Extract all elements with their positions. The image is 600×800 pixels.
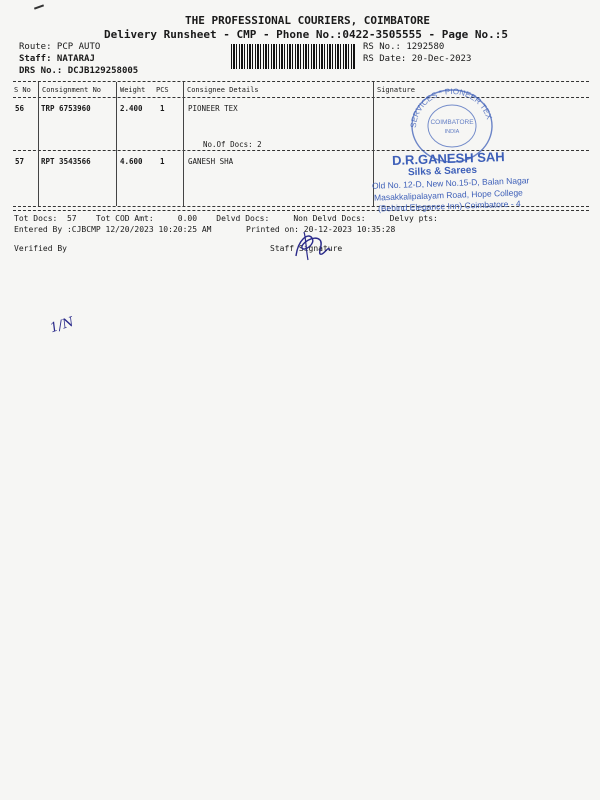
col-divider [38, 82, 39, 206]
stamp-country: INDIA [444, 129, 460, 135]
handwritten-signature [290, 226, 334, 266]
col-header-pcs: PCS [156, 86, 169, 94]
entered-by: Entered By :CJBCMP 12/20/2023 10:20:25 AM [14, 225, 212, 234]
col-divider [116, 82, 117, 206]
staff-label: Staff: NATARAJ [19, 54, 95, 64]
staff-signature-label: Staff Signature [270, 244, 343, 253]
col-header-weight: Weight [120, 86, 146, 94]
stamp-line1: Silks & Sarees [407, 164, 478, 179]
summary-line: Tot Docs: 57 Tot COD Amt: 0.00 Delvd Docs: Non Delvd Docs: Delvy pts: [14, 214, 438, 223]
table-row-consignment: RPT 3543566 [41, 157, 91, 166]
table-row-pcs: 1 [160, 157, 165, 166]
table-header-rule [13, 97, 589, 98]
table-row-sno: 56 [15, 104, 25, 113]
stamp-line2: Old No. 12-D, New No.15-D, Balan Nagar [371, 175, 530, 191]
table-top-rule [13, 81, 589, 82]
table-row-pcs: 1 [160, 104, 165, 113]
runsheet-subtitle: Delivery Runsheet - CMP - Phone No.:0422-3505555 - Page No.:5 [104, 28, 508, 41]
corner-mark [34, 4, 44, 9]
rs-number: RS No.: 1292580 [363, 42, 445, 52]
table-bottom-rule-2 [13, 210, 589, 211]
table-row-weight: 2.400 [120, 104, 143, 113]
route-label: Route: PCP AUTO [19, 42, 101, 52]
handwritten-mark: 1/N [48, 314, 76, 337]
barcode [231, 44, 356, 69]
table-row-consignee: GANESH SHA [188, 157, 234, 166]
col-divider [183, 82, 184, 206]
rs-date: RS Date: 20-Dec-2023 [363, 54, 472, 64]
table-row-consignee: PIONEER TEX [188, 104, 238, 113]
verified-by: Verified By [14, 244, 67, 253]
stamp-arc-text: SERVICES * PIONEER TEX [408, 86, 494, 129]
stamp-line3: Masakkalipalayam Road, Hope College [373, 187, 523, 203]
printed-on: Printed on: 20-12-2023 10:35:28 [246, 225, 396, 234]
company-title: THE PROFESSIONAL COURIERS, COIMBATORE [185, 14, 431, 27]
col-header-sno: S No [14, 86, 31, 94]
col-header-consignment: Consignment No [42, 86, 102, 94]
table-row-docs-note: No.Of Docs: 2 [203, 140, 262, 149]
col-header-consignee: Consignee Details [187, 86, 259, 94]
table-row-consignment: TRP 6753960 [41, 104, 91, 113]
drs-number: DRS No.: DCJB129258005 [19, 66, 139, 76]
table-row-weight: 4.600 [120, 157, 143, 166]
col-header-signature: Signature [377, 86, 415, 94]
table-row-sno: 57 [15, 157, 25, 166]
stamp-line4: (Behind Elegance Inn) Coimbatore - 4 [377, 198, 521, 214]
stamp-name: D.R.GANESH SAH [391, 149, 505, 168]
stamp-city: COIMBATORE [430, 119, 474, 126]
